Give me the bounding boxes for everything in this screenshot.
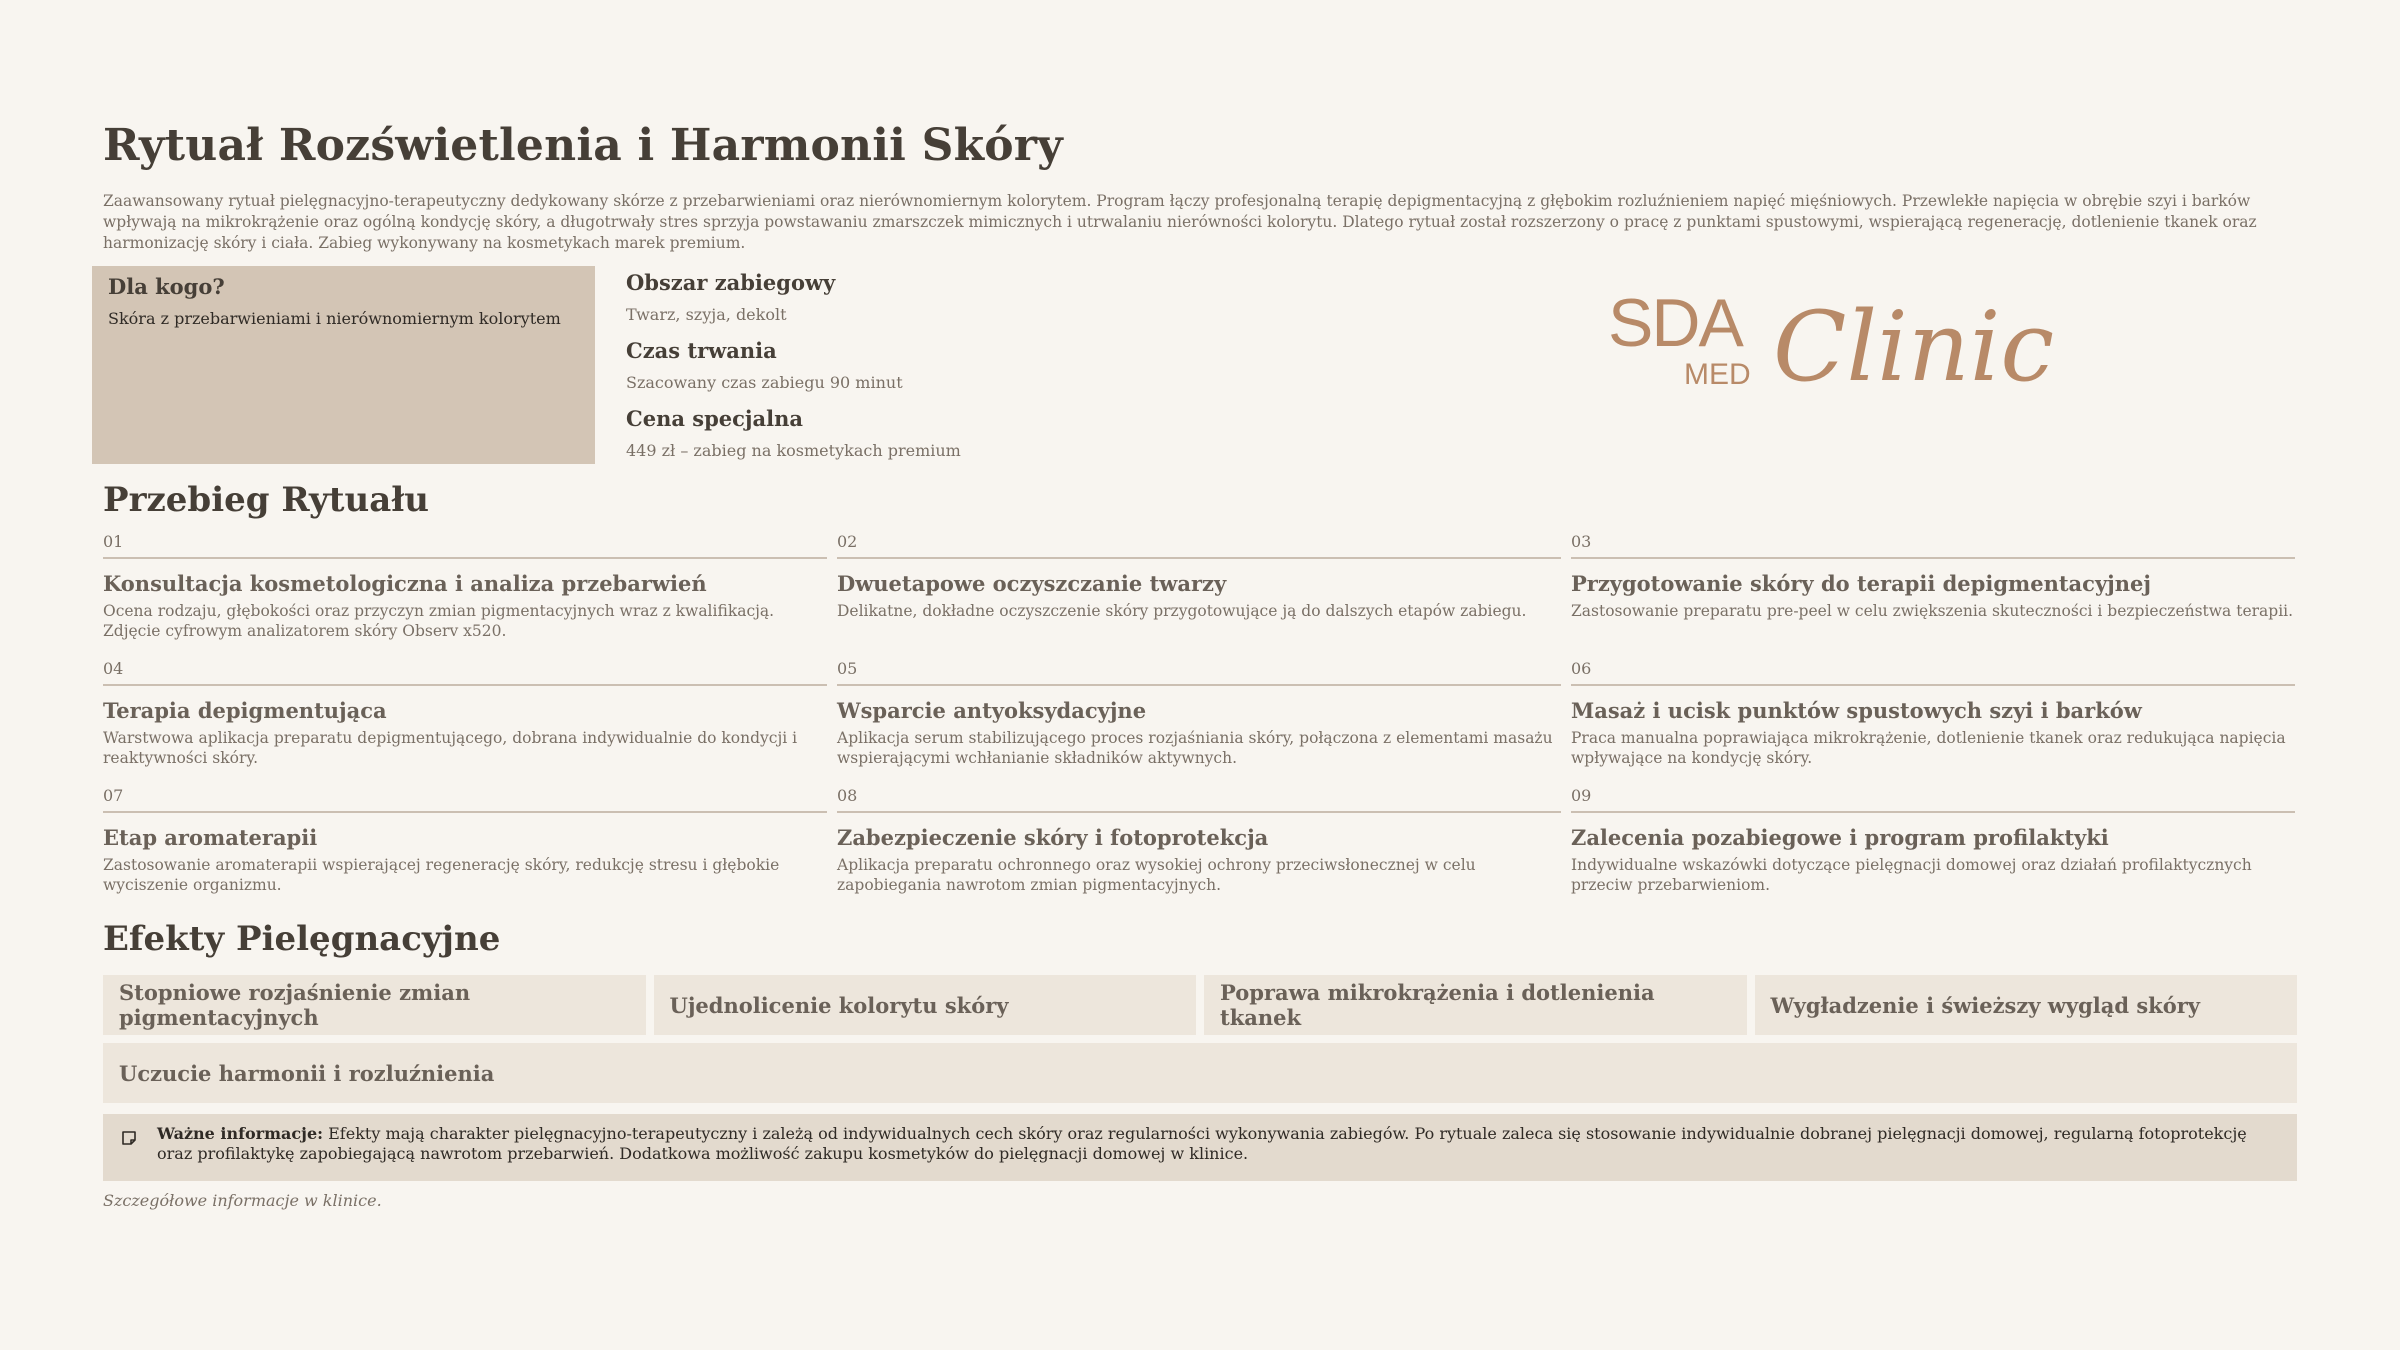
step-number: 08 (837, 786, 1561, 813)
effect-item: Ujednolicenie kolorytu skóry (654, 975, 1197, 1035)
page-title: Rytuał Rozświetlenia i Harmonii Skóry (103, 120, 1063, 171)
info-row (103, 266, 2297, 466)
step-item (837, 659, 1561, 768)
step-title: Zabezpieczenie skóry i fotoprotekcja (837, 825, 1269, 850)
step-number: 02 (837, 532, 1561, 559)
step-item (1571, 786, 2295, 895)
effect-item: Poprawa mikrokrążenia i dotlenienia tkanek (1204, 975, 1747, 1035)
time-text: Szacowany czas zabiegu 90 minut (626, 373, 903, 392)
effect-item: Stopniowe rozjaśnienie zmian pigmentacyjnych (103, 975, 646, 1035)
notice-body: Efekty mają charakter pielęgnacyjno-terapeutyczny i zależą od indywidualnych cech skóry oraz regularności wykonywania zabiegów. Po rytuale zaleca się stosowanie indywidualnie dobranej pielęgnacji domowej, regularną fotoprotekcję oraz profilaktykę zapobiegającą nawrotom przebarwień. Dodatkowa możliwość zakupu kosmetyków do pielęgnacji domowej w klinice. (157, 1124, 2247, 1163)
step-title: Konsultacja kosmetologiczna i analiza przebarwień (103, 571, 707, 596)
step-title: Dwuetapowe oczyszczanie twarzy (837, 571, 1227, 596)
step-title: Terapia depigmentująca (103, 698, 387, 723)
step-description: Aplikacja serum stabilizującego proces rozjaśniania skóry, połączona z elementami masażu wspierającymi wchłanianie składników aktywnych. (837, 729, 1553, 767)
important-notice (103, 1114, 2297, 1181)
step-item (1571, 532, 2295, 641)
step-title: Etap aromaterapii (103, 825, 318, 850)
price-text: 449 zł – zabieg na kosmetykach premium (626, 441, 961, 460)
price-heading: Cena specjalna (626, 406, 803, 431)
logo-clinic: Clinic (1773, 291, 2055, 403)
step-number: 06 (1571, 659, 2295, 686)
step-description: Praca manualna poprawiająca mikrokrążenie, dotlenienie tkanek oraz redukująca napięcia wpływające na kondycję skóry. (1571, 729, 2286, 767)
note-icon (121, 1130, 137, 1146)
step-description: Aplikacja preparatu ochronnego oraz wysokiej ochrony przeciwsłonecznej w celu zapobiegania nawrotom zmian pigmentacyjnych. (837, 856, 1476, 894)
notice-label: Ważne informacje: (157, 1124, 324, 1143)
for-whom-text: Skóra z przebarwieniami i nierównomiernym kolorytem (108, 309, 561, 328)
step-item (837, 786, 1561, 895)
logo-med: MED (1684, 358, 1751, 391)
effects-grid (103, 975, 2297, 1103)
effects-heading: Efekty Pielęgnacyjne (103, 919, 501, 959)
step-title: Wsparcie antyoksydacyjne (837, 698, 1147, 723)
step-description: Zastosowanie preparatu pre-peel w celu zwiększenia skuteczności i bezpieczeństwa terapii. (1571, 602, 2294, 620)
area-heading: Obszar zabiegowy (626, 270, 836, 295)
effect-item: Uczucie harmonii i rozluźnienia (103, 1043, 2297, 1103)
step-number: 09 (1571, 786, 2295, 813)
step-title: Przygotowanie skóry do terapii depigmentacyjnej (1571, 571, 2151, 596)
step-description: Zastosowanie aromaterapii wspierającej regenerację skóry, redukcję stresu i głębokie wyciszenie organizmu. (103, 856, 780, 894)
steps-grid (103, 532, 2297, 895)
step-item (103, 659, 827, 768)
time-heading: Czas trwania (626, 338, 777, 363)
effect-item: Wygładzenie i świeższy wygląd skóry (1755, 975, 2298, 1035)
intro-text: Zaawansowany rytuał pielęgnacyjno-terapeutyczny dedykowany skórze z przebarwieniami oraz nierównomiernym kolorytem. Program łączy profesjonalną terapię depigmentacyjną z głębokim rozluźnieniem napięć mięśniowych. Przewlekłe napięcia w obrębie szyi i barków wpływają na mikrokrążenie oraz ogólną kondycję skóry, a długotrwały stres sprzyja powstawaniu zmarszczek mimicznych i utrwalaniu nierówności kolorytu. Dlatego rytuał został rozszerzony o pracę z punktami spustowymi, wspierającą regenerację, dotlenienie tkanek oraz harmonizację skóry i ciała. Zabieg wykonywany na kosmetykach marek premium. (103, 192, 2257, 252)
step-description: Ocena rodzaju, głębokości oraz przyczyn zmian pigmentacyjnych wraz z kwalifikacją. Zdjęcie cyfrowym analizatorem skóry Observ x520. (103, 602, 775, 640)
step-title: Masaż i ucisk punktów spustowych szyi i barków (1571, 698, 2142, 723)
step-number: 07 (103, 786, 827, 813)
area-text: Twarz, szyja, dekolt (626, 305, 787, 324)
step-description: Warstwowa aplikacja preparatu depigmentującego, dobrana indywidualnie do kondycji i reaktywności skóry. (103, 729, 798, 767)
step-item (1571, 659, 2295, 768)
details-block (626, 270, 961, 474)
for-whom-heading: Dla kogo? (108, 274, 225, 299)
step-number: 01 (103, 532, 827, 559)
step-description: Indywidualne wskazówki dotyczące pielęgnacji domowej oraz działań profilaktycznych przeciw przebarwieniom. (1571, 856, 2252, 894)
step-number: 03 (1571, 532, 2295, 559)
sda-med-clinic-logo (1608, 284, 2058, 404)
step-description: Delikatne, dokładne oczyszczenie skóry przygotowujące ją do dalszych etapów zabiegu. (837, 602, 1527, 620)
for-whom-box (92, 266, 595, 464)
step-item (103, 786, 827, 895)
step-item (103, 532, 827, 641)
steps-heading: Przebieg Rytuału (103, 480, 430, 520)
logo-sda: SDA (1608, 285, 1742, 361)
step-item (837, 532, 1561, 641)
notice-text (157, 1124, 2281, 1164)
step-number: 04 (103, 659, 827, 686)
step-title: Zalecenia pozabiegowe i program profilaktyki (1571, 825, 2109, 850)
page (103, 120, 2297, 1210)
step-number: 05 (837, 659, 1561, 686)
footer-note: Szczegółowe informacje w klinice. (103, 1191, 382, 1210)
